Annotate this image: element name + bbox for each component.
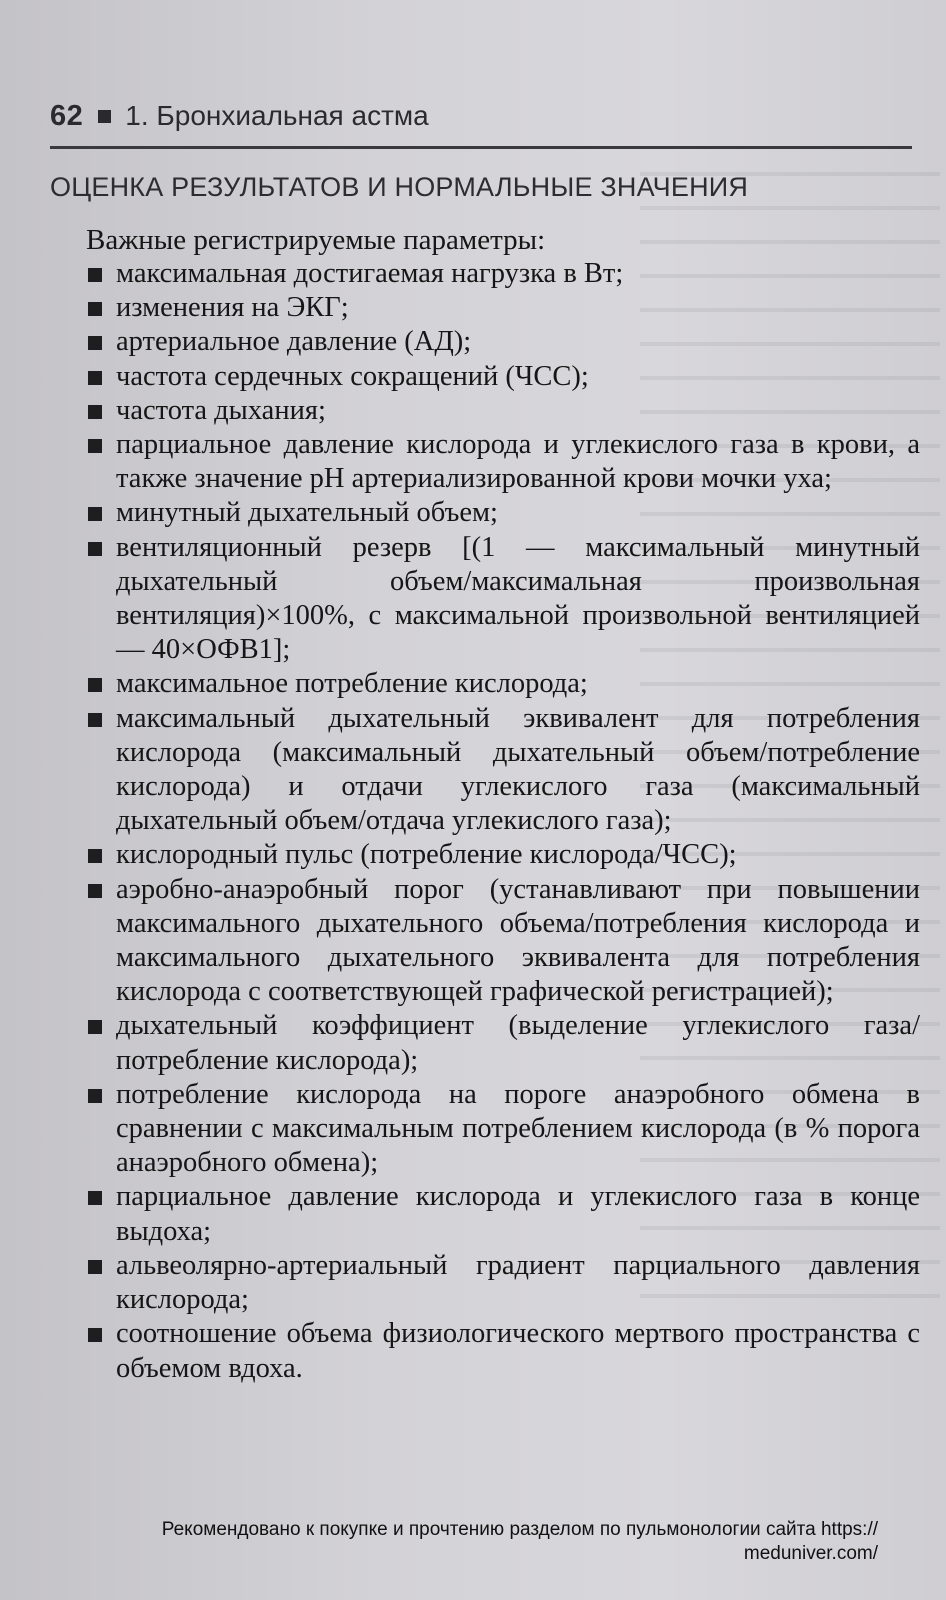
square-bullet-icon	[88, 439, 102, 453]
list-item: кислородный пульс (потребление кислорода/ЧСС);	[88, 838, 920, 872]
square-bullet-icon	[88, 268, 102, 282]
list-item: частота дыхания;	[88, 394, 920, 428]
intro-text: Важные регистрируемые параметры:	[86, 224, 546, 256]
list-item: парциальное давление кислорода и углекислого газа в крови, а также значение рН артериализированной крови мочки уха;	[88, 428, 920, 496]
square-bullet-icon	[88, 849, 102, 863]
footer-line-2[interactable]: meduniver.com/	[743, 1543, 878, 1564]
footer-line-1: Рекомендовано к покупке и прочтению разделом по пульмонологии сайта https://	[161, 1519, 878, 1540]
square-bullet-icon	[88, 371, 102, 385]
list-item: максимальная достигаемая нагрузка в Вт;	[88, 257, 920, 291]
square-bullet-icon	[88, 542, 102, 556]
list-item: максимальный дыхательный эквивалент для потребления кислорода (максимальный дыхательный объем/потребление кислорода) и отдачи углекислого газа (максимальный дыхательный объем/отдача углекислого газа);	[88, 702, 920, 839]
square-bullet-icon	[88, 678, 102, 692]
square-bullet-icon	[88, 1191, 102, 1205]
list-item: альвеолярно-артериальный градиент парциального давления кислорода;	[88, 1249, 920, 1317]
list-item: максимальное потребление кислорода;	[88, 667, 920, 701]
header-divider	[50, 146, 912, 149]
list-item: минутный дыхательный объем;	[88, 496, 920, 530]
square-bullet-icon	[88, 1328, 102, 1342]
square-bullet-icon	[88, 1020, 102, 1034]
square-bullet-icon	[88, 1089, 102, 1103]
list-item: дыхательный коэффициент (выделение углекислого газа/потребление кислорода);	[88, 1009, 920, 1077]
square-bullet-icon	[88, 302, 102, 316]
square-bullet-icon	[88, 336, 102, 350]
square-bullet-icon	[88, 405, 102, 419]
section-title: ОЦЕНКА РЕЗУЛЬТАТОВ И НОРМАЛЬНЫЕ ЗНАЧЕНИЯ	[50, 172, 749, 202]
page-number: 62	[50, 99, 84, 132]
list-item: вентиляционный резерв [(1 — максимальный минутный дыхательный объем/максимальная произвольная вентиляция)×100%, с максимальной произвольной вентиляцией — 40×ОФВ1];	[88, 531, 920, 668]
square-bullet-icon	[98, 110, 111, 123]
list-item: парциальное давление кислорода и углекислого газа в конце выдоха;	[88, 1180, 920, 1248]
parameter-list	[88, 257, 920, 1386]
list-item: изменения на ЭКГ;	[88, 291, 920, 325]
list-item: артериальное давление (АД);	[88, 325, 920, 359]
chapter-title: 1. Бронхиальная астма	[125, 100, 429, 131]
list-item: соотношение объема физиологического мертвого пространства с объемом вдоха.	[88, 1317, 920, 1385]
square-bullet-icon	[88, 507, 102, 521]
footer-note	[60, 1518, 878, 1566]
running-header	[50, 96, 910, 136]
square-bullet-icon	[88, 1260, 102, 1274]
list-item: потребление кислорода на пороге анаэробного обмена в сравнении с максимальным потреблением кислорода (в % порога анаэробного обмена);	[88, 1078, 920, 1181]
list-item: аэробно-анаэробный порог (устанавливают при повышении максимального дыхательного объема/потребления кислорода и максимального дыхательного эквивалента для потребления кислорода с соответствующей графической регистрацией);	[88, 873, 920, 1010]
list-item: частота сердечных сокращений (ЧСС);	[88, 360, 920, 394]
square-bullet-icon	[88, 713, 102, 727]
square-bullet-icon	[88, 884, 102, 898]
